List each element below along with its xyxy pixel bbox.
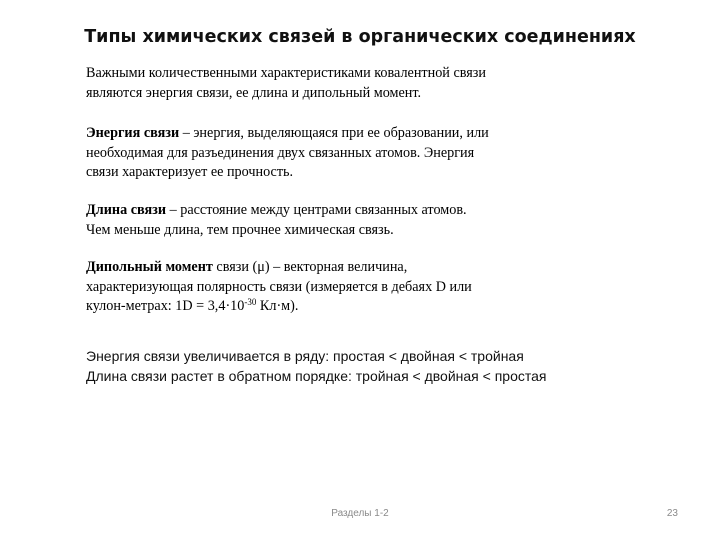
page-number: 23: [666, 508, 678, 519]
length-line-2: Чем меньше длина, тем прочнее химическая связь.: [86, 221, 394, 238]
length-paragraph: [86, 201, 566, 240]
dipole-line-3-start: кулон-метрах: 1D = 3,4·10: [86, 298, 245, 314]
slide-title: Типы химических связей в органических соединениях: [84, 27, 636, 47]
summary-length-line: Длина связи растет в обратном порядке: тройная < двойная < простая: [86, 368, 547, 384]
energy-line-1-rest: – энергия, выделяющаяся при ее образовании, или: [179, 125, 489, 141]
energy-line-3: связи характеризует ее прочность.: [86, 164, 294, 180]
dipole-line-2: характеризующая полярность связи (измеряется в дебаях D или: [86, 278, 472, 295]
intro-paragraph: [86, 64, 566, 103]
dipole-paragraph: [86, 258, 566, 317]
length-line-1: [86, 201, 566, 221]
dipole-line-3: [86, 297, 566, 317]
dipole-line-1: [86, 258, 566, 278]
intro-line-2: являются энергия связи, ее длина и дипольный момент.: [86, 84, 422, 101]
energy-line-1: [86, 124, 566, 144]
dipole-line-3-end: Кл·м).: [256, 298, 299, 314]
summary-energy-line: Энергия связи увеличивается в ряду: простая < двойная < тройная: [86, 348, 524, 364]
dipole-line-1-rest: связи (μ) – векторная величина,: [212, 259, 408, 275]
footer-section: Разделы 1-2: [331, 508, 389, 519]
energy-term: Энергия связи: [86, 125, 180, 141]
length-term: Длина связи: [86, 202, 167, 218]
dipole-term: Дипольный момент: [86, 259, 213, 275]
length-line-1-rest: – расстояние между центрами связанных атомов.: [166, 202, 467, 218]
energy-paragraph: [86, 124, 566, 183]
intro-line-1: Важными количественными характеристиками ковалентной связи: [86, 65, 486, 81]
dipole-exponent: -30: [244, 297, 257, 307]
energy-line-2: необходимая для разъединения двух связанных атомов. Энергия: [86, 144, 475, 161]
